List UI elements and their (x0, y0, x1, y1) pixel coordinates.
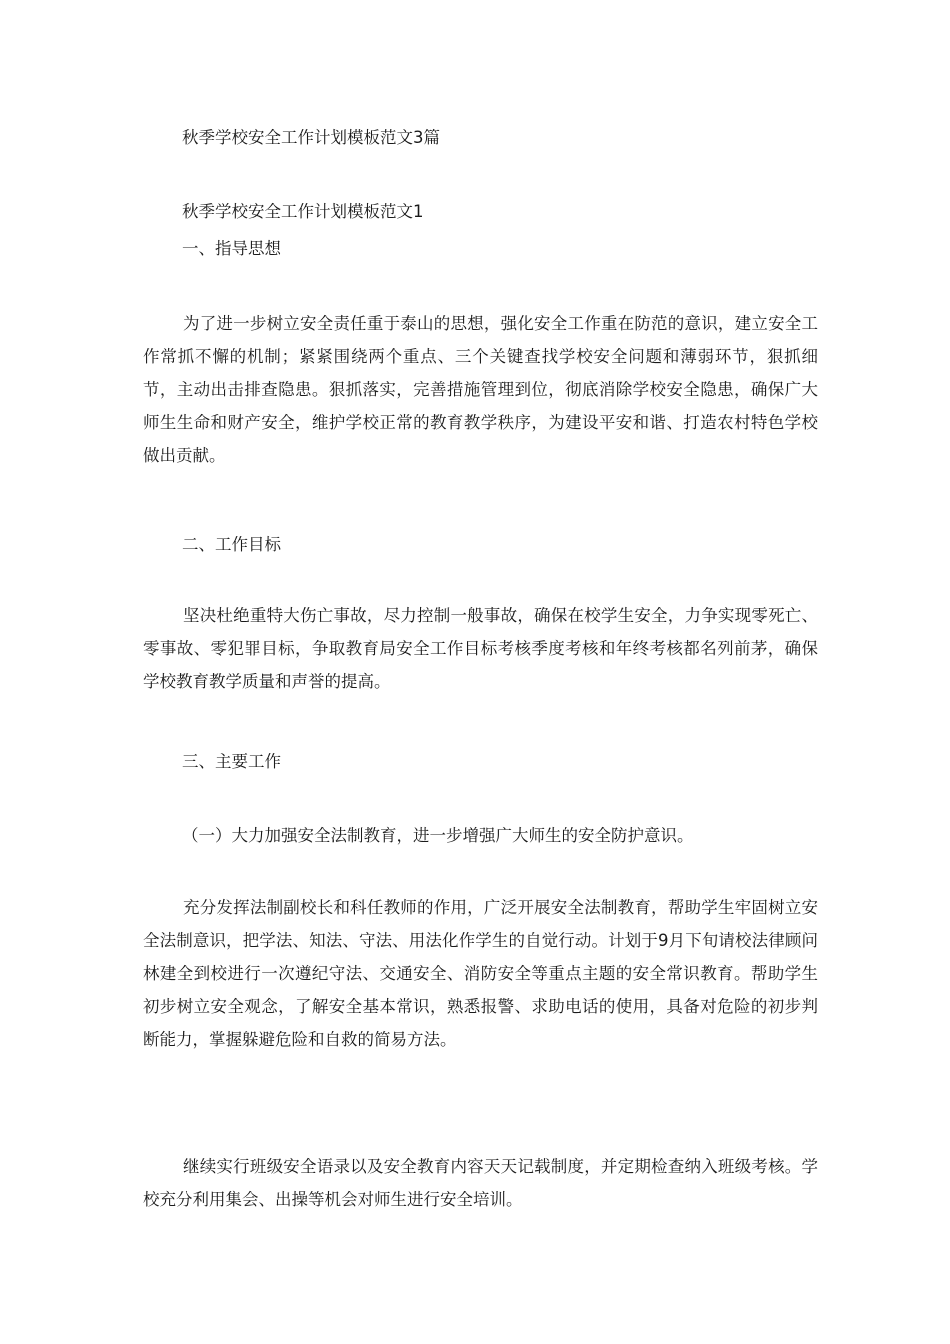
paragraph-class-records: 继续实行班级安全语录以及安全教育内容天天记载制度，并定期检查纳入班级考核。学校充分利用集会、出操等机会对师生进行安全培训。 (143, 1157, 818, 1209)
subsection-heading-legal-education: （一）大力加强安全法制教育，进一步增强广大师生的安全防护意识。 (182, 826, 694, 845)
paragraph-work-goals: 坚决杜绝重特大伤亡事故，尽力控制一般事故，确保在校学生安全，力争实现零死亡、零事故、零犯罪目标，争取教育局安全工作目标考核季度考核和年终考核都名列前茅，确保学校教育教学质量和声誉的提高。 (143, 606, 818, 691)
document-subtitle: 秋季学校安全工作计划模板范文1 (182, 202, 424, 221)
section-heading-main-work: 三、主要工作 (182, 752, 281, 771)
paragraph-legal-education: 充分发挥法制副校长和科任教师的作用，广泛开展安全法制教育，帮助学生牢固树立安全法制意识，把学法、知法、守法、用法化作学生的自觉行动。计划于9月下旬请校法律顾问林建全到校进行一次遵纪守法、交通安全、消防安全等重点主题的安全常识教育。帮助学生初步树立安全观念，了解安全基本常识，熟悉报警、求助电话的使用，具备对危险的初步判断能力，掌握躲避危险和自救的简易方法。 (143, 898, 818, 1049)
document-title: 秋季学校安全工作计划模板范文3篇 (182, 128, 440, 147)
paragraph-guiding-thought: 为了进一步树立安全责任重于泰山的思想，强化安全工作重在防范的意识，建立安全工作常抓不懈的机制；紧紧围绕两个重点、三个关键查找学校安全问题和薄弱环节，狠抓细节，主动出击排查隐患。狠抓落实，完善措施管理到位，彻底消除学校安全隐患，确保广大师生生命和财产安全，维护学校正常的教育教学秩序，为建设平安和谐、打造农村特色学校做出贡献。 (143, 314, 818, 465)
section-heading-guiding-thought: 一、指导思想 (182, 239, 281, 258)
section-heading-work-goals: 二、工作目标 (182, 535, 281, 554)
